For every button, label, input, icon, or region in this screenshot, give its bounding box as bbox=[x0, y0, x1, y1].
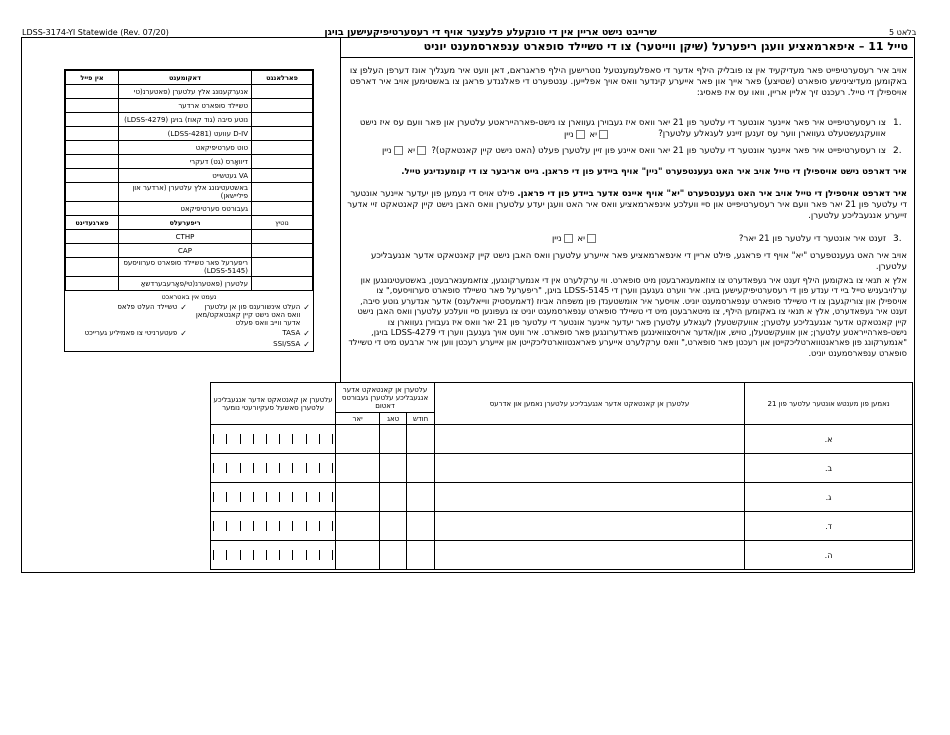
q3-no-label: ניין bbox=[551, 234, 562, 244]
column-divider bbox=[340, 37, 341, 382]
col-referrals: ריפערעלס bbox=[119, 216, 252, 230]
in-file-cell[interactable] bbox=[66, 99, 119, 113]
q1-text: צו רעסערטיפייט איר פאר איינער אונטער די עלטער פון 21 יאר וואס איז געבוירן געווארן צו נישט-פארהייראטע עלטערן און פאר וועם עס איז נישט אוועקגעשטעלט געווארן ווער עס זענען זיינע לעגאלע עלטערן? bbox=[359, 118, 886, 139]
col-child-name: נאמען פון מענטש אונטער עלטער פון 21 bbox=[745, 383, 913, 425]
col-in-file: אין פייל bbox=[66, 71, 119, 85]
note-item: טשיילד העלט פלאס bbox=[117, 303, 178, 311]
month-cell[interactable] bbox=[407, 483, 434, 512]
q2-options bbox=[346, 146, 428, 157]
month-cell[interactable] bbox=[407, 512, 434, 541]
office-use-box bbox=[64, 69, 314, 352]
year-cell[interactable] bbox=[336, 512, 380, 541]
sub-day: טאג bbox=[379, 413, 406, 425]
q1-number: 1. bbox=[893, 118, 902, 128]
ssn-boxes bbox=[213, 434, 333, 444]
note-item: פעטערניטי צו פאמיליע גערייכט bbox=[84, 329, 178, 337]
doc-row: טשיילד סופארט ארדער bbox=[119, 99, 252, 113]
ssn-boxes bbox=[213, 492, 333, 502]
row-letter: ה. bbox=[824, 550, 833, 560]
child-name-cell[interactable] bbox=[745, 541, 913, 570]
q3-text: זענט איר אונטער די עלטער פון 21 יאר? bbox=[738, 234, 886, 244]
child-name-cell[interactable] bbox=[745, 425, 913, 454]
col-parent-ssn: עלטערן אן קאנטאקט אדער אנגעבליכע עלטערן סאשעל סעקיורעטי נומער bbox=[211, 383, 336, 425]
q2-yes-checkbox[interactable] bbox=[417, 146, 426, 155]
row-letter: ב. bbox=[824, 463, 833, 473]
q1-yes-checkbox[interactable] bbox=[599, 130, 608, 139]
yes-instruction-lead: איר דארפט אויספילן די טייל אויב איר האט געענטפערט "יא" אויף איינס אדער ביידע פון די פראגן. bbox=[517, 189, 907, 199]
table-row bbox=[211, 541, 913, 570]
ssn-cell[interactable] bbox=[211, 454, 336, 483]
notice-cell[interactable] bbox=[252, 244, 313, 258]
in-file-cell[interactable] bbox=[66, 202, 119, 216]
q2-number: 2. bbox=[893, 146, 902, 156]
q2-text: צו רעסערטיפייט איר פאר איינער אונטער די עלטער פון 21 יאר וואס איינע פון זיין עלטערן פעלט (האט נישט קיין קאנטאקט)? bbox=[431, 146, 886, 156]
day-cell[interactable] bbox=[379, 454, 406, 483]
month-cell[interactable] bbox=[407, 454, 434, 483]
ssn-boxes bbox=[213, 550, 333, 560]
day-cell[interactable] bbox=[379, 483, 406, 512]
parents-table bbox=[210, 382, 913, 570]
yes-instruction-tail: פילט אויס די נעמען פון יעדער איינער אונטער די עלטער פון 21 יאר פאר וועם איר רעסערטיפייט און סיי וועלכע אינפארמאציע וואס איר האט וועגן יעדע עלטערן וואס האבן נישט קיין קאנטאקט זיי אדער זייערע אנגעבליכע עלטערן. bbox=[347, 189, 907, 221]
year-cell[interactable] bbox=[336, 454, 380, 483]
parent-info-cell[interactable] bbox=[434, 541, 744, 570]
considerations-title: נעמט אין באטראכט bbox=[161, 293, 217, 301]
q1-no-checkbox[interactable] bbox=[576, 130, 585, 139]
doc-row: באשטעטיגונג אלץ עלטערן (ארדער און פיליישאן) bbox=[119, 183, 252, 202]
required-cell[interactable] bbox=[252, 113, 313, 127]
title-rule bbox=[340, 57, 913, 58]
completed-cell[interactable] bbox=[66, 244, 119, 258]
required-cell[interactable] bbox=[252, 202, 313, 216]
q1-options bbox=[490, 130, 610, 141]
section-title: טייל 11 – איפארמאציע וועגן ריפערעל (שיקן ווייטער) צו די טשיילד סופארט ענפארסמענט יוניט bbox=[423, 40, 908, 53]
doc-row: D-IV עוועט (LDSS-4281) bbox=[119, 127, 252, 141]
doc-row: נוטע סיבה (גוד קאוז) בויגן (LDSS-4279) bbox=[119, 113, 252, 127]
child-name-cell[interactable] bbox=[745, 454, 913, 483]
parent-info-cell[interactable] bbox=[434, 454, 744, 483]
intro-text: אויב איר רעסערטיפייט פאר מעדיקעיד אין צו פובליק הילף אדער די סאפלעמענטעל נוטרישען הילף פראגראם, דאן וועט איר מעגליך אונז דערפן העלפן צו באקומען מעדיצינישע סופארט (שטיצע) פאר אייך און פאר אייערע קינדער וואס אויך אפלייען. ענטפערט די פאלגנדע פראגן צו באשטימען אויב איר דארפט אויספילן די טייל. רעכנט זיך אליין אריין, וואו עס איז פאסיג: bbox=[349, 66, 907, 98]
table-row bbox=[211, 454, 913, 483]
referral-row: CAP bbox=[119, 244, 252, 258]
in-file-cell[interactable] bbox=[66, 85, 119, 99]
month-cell[interactable] bbox=[407, 425, 434, 454]
in-file-cell[interactable] bbox=[66, 141, 119, 155]
required-cell[interactable] bbox=[252, 169, 313, 183]
q1-yes-label: יא bbox=[589, 130, 597, 140]
required-cell[interactable] bbox=[252, 85, 313, 99]
ssn-boxes bbox=[213, 463, 333, 473]
in-file-cell[interactable] bbox=[66, 113, 119, 127]
ssn-cell[interactable] bbox=[211, 512, 336, 541]
note-item: SSI/SSA bbox=[273, 340, 301, 348]
notice-cell[interactable] bbox=[252, 258, 313, 277]
sub-month: חודש bbox=[407, 413, 434, 425]
parent-info-cell[interactable] bbox=[434, 512, 744, 541]
parent-info-cell[interactable] bbox=[434, 483, 744, 512]
in-file-cell[interactable] bbox=[66, 183, 119, 202]
ssn-cell[interactable] bbox=[211, 483, 336, 512]
referral-row: ריפערעל פאר טשיילד סופארט סערוויסעס (LDSS-5145) bbox=[119, 258, 252, 277]
required-cell[interactable] bbox=[252, 141, 313, 155]
parent-info-cell[interactable] bbox=[434, 425, 744, 454]
notice-cell[interactable] bbox=[252, 277, 313, 291]
q3-number: 3. bbox=[893, 234, 902, 244]
q3-yes-checkbox[interactable] bbox=[587, 234, 596, 243]
considerations-box bbox=[65, 291, 313, 351]
no-instruction: איר דארפט נישט אויספילן די טייל אויב איר האט געענטפערט "ניין" אויף ביידע פון די פראגן. גייט אריבער צו די קומענדיגע טייל. bbox=[401, 167, 907, 177]
cooperation-paragraph: אלץ א תנאי צו באקומען הילף זענט איר געפאדערט צו צוזאמענארבעטן מיט סופארט. ווי ערקלערט אין די אנמערקונגען, צוזאמענארבעטן, באשטעטיגונגען און ערלויבעניש טייל ביי די ענדע פון די רעסערטיפיקעישען בויגן. איר ווערט געגעבן ווערן די LDSS-5145 בויגן, "ריפערעל פאר טשיילד סופארט סערוויסעס," צו אויספילן און צוריקגעבן צו די טשיילד סופארט ענפארסמענט יוניט. אויסער איר אומשטענדן פון משפחה אביוז (דאמעסטיק ווייאלענס) אדער אנדערע גוטע סיבה, זענט איר געפאדערט, אלץ א תנאי צו באקומען הילף, צו מיטארבעטן מיט די טשיילד סופארט ענפארסמענט יוניט צו געפונען סיי וועלכע עלטערן וואס האבן נישט קיין קאנטאקט אדער אנגעבליכע עלטערן; אוועקשטעלן לעגאלע עלטערן פאר יעדער איינער אונטער די עלטער פון 21 יאר וואס איז געבוירן געווארן צו נישט-פארהייראטע עלטערן; און אוועקשטעלן, טויש, און/אדער ארויסצוואינגען פארדערונגען פאר סופארט. איר וועט אויך געגעבן ווערן די LDSS-4279 בויגן, "אנמערקונג פון פאראנטווארטליכקייטן און רעכטן פאר סופארט," וואס ערקלערט אייערע פאראנטווארטליכקייטן און אייערע רעכטן ווען איר ארבעט מיט די טשיילד סופארט ענפארסמענט יוניט. bbox=[348, 275, 907, 358]
form-id: LDSS-3174-YI Statewide (Rev. 07/20) bbox=[22, 28, 169, 37]
table-row bbox=[211, 425, 913, 454]
completed-cell[interactable] bbox=[66, 230, 119, 244]
q3-yes-label: יא bbox=[577, 234, 585, 244]
day-cell[interactable] bbox=[379, 541, 406, 570]
required-cell[interactable] bbox=[252, 155, 313, 169]
referral-row: CTHP bbox=[119, 230, 252, 244]
ssn-cell[interactable] bbox=[211, 425, 336, 454]
col-parent-name-address: עלטערן אן קאנטאקט אדער אנגעבליכע עלטערן נאמען און אדרעס bbox=[434, 383, 744, 425]
page-number: בלאט 5 bbox=[889, 28, 917, 37]
ssn-cell[interactable] bbox=[211, 541, 336, 570]
year-cell[interactable] bbox=[336, 541, 380, 570]
year-cell[interactable] bbox=[336, 425, 380, 454]
q3-options bbox=[470, 234, 598, 245]
row-letter: א. bbox=[824, 434, 833, 444]
in-file-cell[interactable] bbox=[66, 169, 119, 183]
table-row bbox=[211, 512, 913, 541]
required-cell[interactable] bbox=[252, 127, 313, 141]
doc-row: אנערקענונג אלץ עלטערן (פאטערנ(טי bbox=[119, 85, 252, 99]
sub-year: יאר bbox=[336, 413, 380, 425]
child-name-cell[interactable] bbox=[745, 512, 913, 541]
child-name-cell[interactable] bbox=[745, 483, 913, 512]
day-cell[interactable] bbox=[379, 512, 406, 541]
q3-no-checkbox[interactable] bbox=[564, 234, 573, 243]
doc-row: VA געטשייט bbox=[119, 169, 252, 183]
q1-no-label: ניין bbox=[563, 130, 574, 140]
q2-no-label: ניין bbox=[381, 146, 392, 156]
doc-row: געבורטס סערטיפיקאט bbox=[119, 202, 252, 216]
check-icon: ✓ bbox=[303, 340, 310, 349]
note-item: TASA bbox=[282, 329, 301, 337]
check-icon: ✓ bbox=[303, 303, 310, 312]
col-required: פארלאנגט bbox=[252, 71, 313, 85]
q2-yes-label: יא bbox=[407, 146, 415, 156]
ssn-boxes bbox=[213, 521, 333, 531]
required-cell[interactable] bbox=[252, 183, 313, 202]
col-document: דאקומענט bbox=[119, 71, 252, 85]
col-parent-dob: עלטערן אן קאנטאקט אדער אנגעבליכע עלטערן געבורטס דאטום bbox=[336, 383, 435, 413]
yes-instruction bbox=[347, 189, 907, 222]
check-icon: ✓ bbox=[180, 329, 187, 338]
doc-row: דיוואָרס (גט) דעקרי bbox=[119, 155, 252, 169]
in-file-cell[interactable] bbox=[66, 127, 119, 141]
notice-cell[interactable] bbox=[252, 230, 313, 244]
row-letter: ד. bbox=[825, 521, 833, 531]
check-icon: ✓ bbox=[180, 303, 187, 312]
referral-row: עלטערן (פאטערנ(טי/פאָרעבערדשאַ bbox=[119, 277, 252, 291]
col-notice: נוטיץ bbox=[252, 216, 313, 230]
year-cell[interactable] bbox=[336, 483, 380, 512]
page-title: שרייבט נישט אריין אין די טונקעלע פלעצער אויף די רעסערטיפיקעישען בויגן bbox=[324, 27, 657, 38]
col-completed: פארגעדינט bbox=[66, 216, 119, 230]
doc-row: טוט סערטיפיקאט bbox=[119, 141, 252, 155]
row-letter: ג. bbox=[825, 492, 832, 502]
month-cell[interactable] bbox=[407, 541, 434, 570]
day-cell[interactable] bbox=[379, 425, 406, 454]
q3-followup: אויב איר האט געענטפערט "יא" אויף די פראגע, פילט אריין די אינפארמאציע פאר אייערע עלטערן וואס האבן נישט קיין קאנטאקט אדער אנגעבליכע עלטערן. bbox=[370, 251, 907, 272]
completed-cell[interactable] bbox=[66, 258, 119, 277]
check-icon: ✓ bbox=[303, 329, 310, 338]
q2-no-checkbox[interactable] bbox=[394, 146, 403, 155]
required-cell[interactable] bbox=[252, 99, 313, 113]
completed-cell[interactable] bbox=[66, 277, 119, 291]
in-file-cell[interactable] bbox=[66, 155, 119, 169]
note-item: העלט אינשורענס פון אן עלטערן וואס האט נישט קיין קאנטאקט/מאן אדער ווייב וואס פעלט bbox=[195, 303, 301, 327]
table-row bbox=[211, 483, 913, 512]
